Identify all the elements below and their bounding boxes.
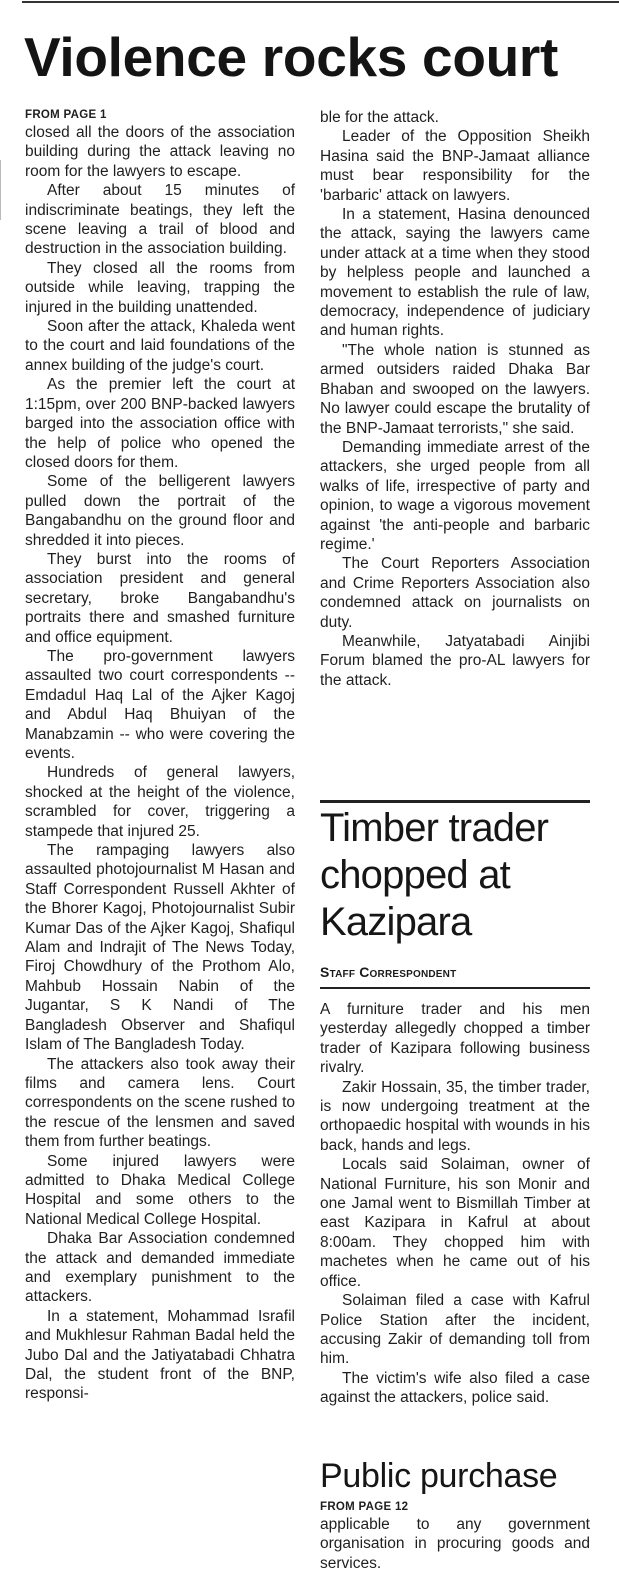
timber-story-byline: Staff Correspondent	[320, 964, 457, 980]
paragraph: ble for the attack.	[320, 109, 439, 126]
paragraph: Solaiman filed a case with Kafrul Police Station after the incident, accusing Zakir of demanding toll from him.	[320, 1292, 590, 1368]
top-rule	[22, 1, 619, 3]
main-story-kicker: FROM PAGE 1	[25, 109, 107, 121]
paragraph: Meanwhile, Jatyatabadi Ainjibi Forum blamed the pro-AL lawyers for the attack.	[320, 632, 590, 689]
paragraph: The rampaging lawyers also assaulted photojournalist M Hasan and Staff Correspondent Russell Akhter of the Bhorer Kagoj, Photojournalist Subir Kumar Das of the Ajker Kagoj, Shafiqul Alam and Indrajit of The News Today, Firoj Chowdhury of the Prothom Alo, Mahbub Hossain Nabin of the Jugantar, S K Nandi of The Bangladesh Observer and Shafiqul Islam of The Bangladesh Today.	[25, 842, 295, 1054]
timber-story-body	[320, 1000, 590, 1408]
paragraph: Some injured lawyers were admitted to Dhaka Medical College Hospital and some others to the National Medical College Hospital.	[25, 1152, 295, 1228]
paragraph: Zakir Hossain, 35, the timber trader, is now undergoing treatment at the orthopaedic hospital with wounds in his back, hands and legs.	[320, 1078, 590, 1154]
paragraph: Some of the belligerent lawyers pulled down the portrait of the Bangabandhu on the ground floor and shredded it into pieces.	[25, 473, 295, 549]
paragraph: closed all the doors of the association building during the attack leaving no room for the lawyers to escape.	[25, 124, 295, 180]
paragraph: As the premier left the court at 1:15pm, over 200 BNP-backed lawyers barged into the association office with the help of police who opened the closed doors for them.	[25, 376, 295, 471]
paragraph: In a statement, Hasina denounced the attack, saying the lawyers came under attack at a time when they stood by helpless people and launched a movement to establish the rule of law, democracy, independence of judiciary and human rights.	[320, 206, 590, 340]
paragraph: Soon after the attack, Khaleda went to the court and laid foundations of the annex building of the judge's court.	[25, 318, 295, 374]
paragraph: Hundreds of general lawyers, shocked at the height of the violence, scrambled for cover, triggering a stampede that injured 25.	[25, 764, 295, 840]
paragraph: The Court Reporters Association and Crime Reporters Association also condemned attack on journalists on duty.	[320, 555, 590, 631]
paragraph: They closed all the rooms from outside while leaving, trapping the injured in the building unattended.	[25, 259, 295, 316]
purchase-story-body	[320, 1500, 590, 1573]
story-divider-rule	[320, 800, 590, 803]
paragraph: The attackers also took away their films and camera lens. Court correspondents on the scene rushed to the rescue of the lensmen and saved them from further beatings.	[25, 1055, 295, 1151]
paragraph: After about 15 minutes of indiscriminate beatings, they left the scene leaving a trail of blood and destruction in the association building.	[25, 182, 295, 258]
paragraph: A furniture trader and his men yesterday allegedly chopped a timber trader of Kazipara following business rivalry.	[320, 1001, 590, 1077]
timber-story-headline: Timber trader chopped at Kazipara	[320, 806, 549, 944]
paragraph: Demanding immediate arrest of the attackers, she urged people from all walks of life, irrespective of party and opinion, to wage a vigorous movement against 'the anti-people and barbaric regime.'	[320, 438, 590, 553]
paragraph: The victim's wife also filed a case against the attackers, police said.	[320, 1369, 590, 1407]
paragraph: The pro-government lawyers assaulted two court correspondents -- Emdadul Haq Lal of the Ajker Kagoj and Abdul Haq Bhuiyan of the Manabzamin -- who were covering the events.	[25, 647, 295, 762]
paragraph: They burst into the rooms of association president and general secretary, broke Bangabandhu's portraits there and smashed furniture and office equipment.	[25, 550, 295, 646]
paragraph: Dhaka Bar Association condemned the attack and demanded immediate and exemplary punishment to the attackers.	[25, 1230, 295, 1306]
paragraph: In a statement, Mohammad Israfil and Mukhlesur Rahman Badal held the Jubo Dal and the Jatiyatabadi Chhatra Dal, the student front of the BNP, responsi-	[25, 1307, 295, 1403]
purchase-story-headline: Public purchase	[320, 1457, 558, 1495]
purchase-story-kicker: FROM PAGE 12	[320, 1501, 409, 1513]
paragraph: applicable to any government organisation in procuring goods and services.	[320, 1516, 590, 1572]
paragraph: Locals said Solaiman, owner of National Furniture, his son Monir and one Jamal went to Bismillah Timber at east Kazipara in Kafrul at about 8:00am. They chopped him with machetes when he came out of his office.	[320, 1156, 590, 1290]
main-headline: Violence rocks court	[24, 26, 559, 88]
paragraph: "The whole nation is stunned as armed outsiders raided Dhaka Bar Bhaban and swooped on the lawyers. No lawyer could escape the brutality of the BNP-Jamaat terrorists," she said.	[320, 341, 590, 437]
main-story-column-1	[25, 108, 295, 1404]
main-story-column-2	[320, 108, 590, 690]
paragraph: Leader of the Opposition Sheikh Hasina said the BNP-Jamaat alliance must bear responsibility for the 'barbaric' attack on lawyers.	[320, 128, 590, 204]
byline-rule	[320, 987, 590, 989]
left-column-edge	[0, 160, 1, 220]
